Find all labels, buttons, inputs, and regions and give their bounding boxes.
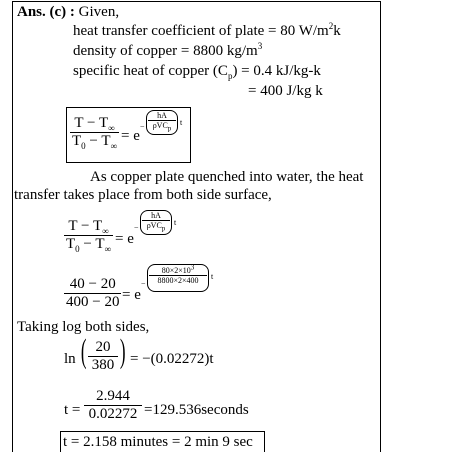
right-paren: ) <box>119 333 126 370</box>
left-paren: ( <box>80 333 87 370</box>
given-specific-heat-si: = 400 J/kg k <box>248 83 323 99</box>
formula1-minus: − <box>140 122 145 131</box>
given-specific-heat: specific heat of copper $(C_p) = 0.4$ kJ/kg-k <box>73 63 321 81</box>
answer-header <box>17 3 119 21</box>
given-label: Given, <box>78 4 120 20</box>
log-text: Taking log both sides, <box>17 319 150 335</box>
formula2-minus: − <box>134 223 139 232</box>
formula3-exponent-t: t <box>211 272 214 281</box>
ln-label: ln <box>64 351 76 367</box>
para-line-1: As copper plate quenched into water, the heat <box>90 169 364 185</box>
para-line-2: transfer takes place from both side surface, <box>14 187 272 203</box>
formula5-rhs: =129.536seconds <box>144 402 249 418</box>
formula1-exponent-t: t <box>180 118 183 127</box>
formula2-equals: = e <box>115 231 134 247</box>
formula2-exponent-t: t <box>174 218 177 227</box>
formula1-exponent: hA ρVC$_p$ <box>148 111 176 130</box>
formula4-rhs: = −(0.02272)t <box>130 351 214 367</box>
formula1-equals: = e <box>121 128 140 144</box>
formula3-exponent: $\frac{80\times 2\times 10^3}{8800\times 2\times 400}$ <box>149 266 207 285</box>
given-heat-transfer: heat transfer coefficient of plate = 80 $W/m^2k$ <box>73 21 341 39</box>
formula3-minus: − <box>141 279 146 288</box>
formula4-fraction: $\frac{20}{380}$ <box>88 339 118 374</box>
formula3-fraction: $\frac{40 - 20}{400 - 20}$ <box>66 276 120 310</box>
given-density: density of copper = 8800 $kg/m^3$ <box>73 41 263 59</box>
formula5-lhs: t = <box>64 402 81 418</box>
formula3-equals: = e <box>122 287 141 303</box>
answer-label: Ans. (c) : <box>17 4 75 20</box>
formula5-fraction: $\frac{2.944}{0.02272}$ <box>84 388 142 423</box>
formula2-exponent: hA ρVC$_p$ <box>142 211 170 230</box>
result-text: t = 2.158 minutes = 2 min 9 sec <box>63 434 253 450</box>
formula1-fraction: $\frac{T - T_\infty}{T_0 - T_\infty}$ <box>72 115 117 151</box>
formula2-fraction: $\frac{T - T_\infty}{T_0 - T_\infty}$ <box>66 218 111 254</box>
